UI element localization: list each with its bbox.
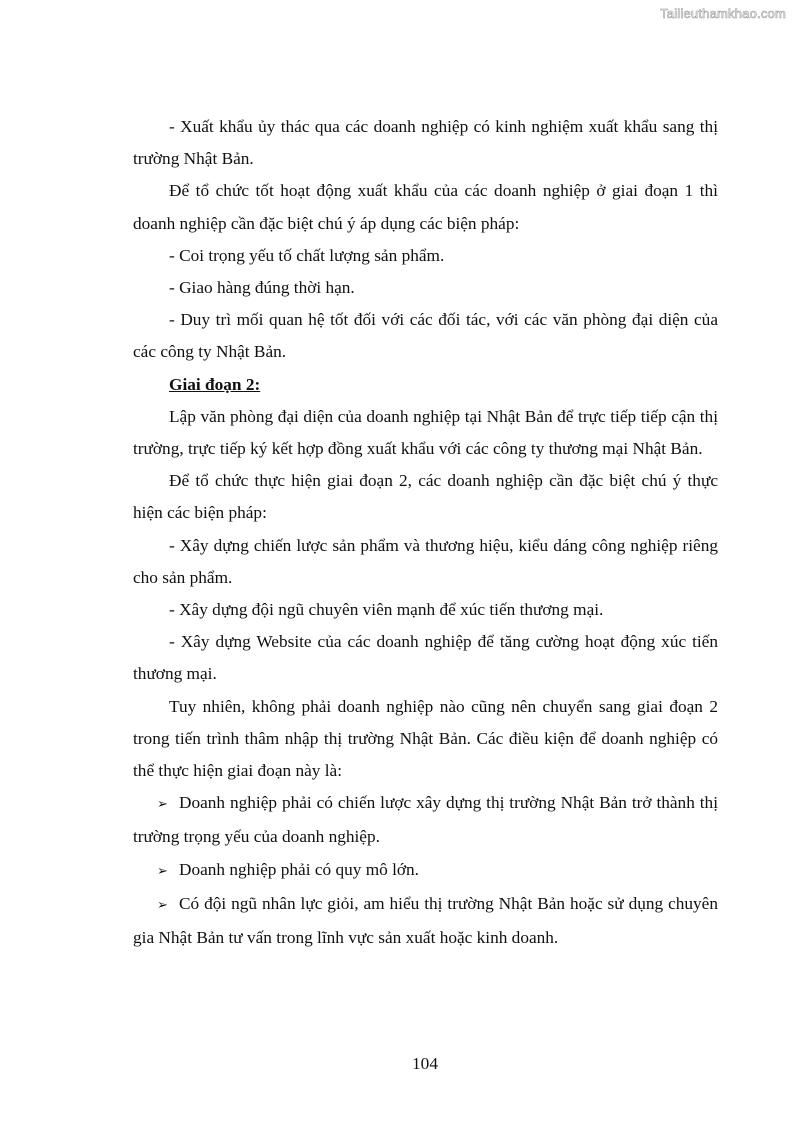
bullet-item: [133, 787, 718, 853]
paragraph: - Xây dựng đội ngũ chuyên viên mạnh để xúc tiến thương mại.: [169, 600, 604, 620]
arrow-bullet-icon: ➢: [157, 897, 168, 913]
paragraph: Để tổ chức tốt hoạt động xuất khẩu của các doanh nghiệp ở giai đoạn 1 thì doanh nghiệp cần đặc biệt chú ý áp dụng các biện pháp:: [133, 181, 718, 233]
bullet-item: [133, 854, 718, 888]
paragraph: Lập văn phòng đại diện của doanh nghiệp tại Nhật Bản để trực tiếp tiếp cận thị trường, trực tiếp ký kết hợp đồng xuất khẩu với các công ty thương mại Nhật Bản.: [133, 406, 718, 459]
bullet-text: Doanh nghiệp phải có quy mô lớn.: [179, 859, 419, 879]
bullet-item: [133, 888, 718, 954]
paragraph: - Xuất khẩu ủy thác qua các doanh nghiệp có kinh nghiệm xuất khẩu sang thị trường Nhật Bản.: [133, 117, 718, 169]
page-number: 104: [412, 1054, 438, 1073]
document-body: [133, 111, 718, 954]
bullet-text: Doanh nghiệp phải có chiến lược xây dựng thị trường Nhật Bản trở thành thị trường trọng yếu của doanh nghiệp.: [133, 793, 718, 847]
paragraph: Tuy nhiên, không phải doanh nghiệp nào cũng nên chuyển sang giai đoạn 2 trong tiến trình thâm nhập thị trường Nhật Bản. Các điều kiện để doanh nghiệp có thể thực hiện giai đoạn này là:: [133, 696, 718, 781]
paragraph: - Xây dựng Website của các doanh nghiệp để tăng cường hoạt động xúc tiến thương mại.: [133, 632, 718, 684]
paragraph: - Duy trì mối quan hệ tốt đối với các đối tác, với các văn phòng đại diện của các công ty Nhật Bản.: [133, 310, 718, 362]
section-heading: Giai đoạn 2:: [169, 374, 261, 394]
arrow-bullet-icon: ➢: [157, 863, 168, 879]
paragraph: - Giao hàng đúng thời hạn.: [169, 278, 355, 298]
bullet-text: Có đội ngũ nhân lực giỏi, am hiểu thị trường Nhật Bản hoặc sử dụng chuyên gia Nhật Bản tư vấn trong lĩnh vực sản xuất hoặc kinh doanh.: [133, 893, 718, 948]
paragraph: - Xây dựng chiến lược sản phẩm và thương hiệu, kiểu dáng công nghiệp riêng cho sản phẩm.: [133, 535, 718, 587]
paragraph: - Coi trọng yếu tố chất lượng sản phẩm.: [169, 245, 445, 265]
paragraph: Để tổ chức thực hiện giai đoạn 2, các doanh nghiệp cần đặc biệt chú ý thực hiện các biện pháp:: [133, 471, 718, 523]
arrow-bullet-icon: ➢: [157, 797, 168, 813]
watermark: Tailieuthamkhao.com: [660, 6, 786, 21]
